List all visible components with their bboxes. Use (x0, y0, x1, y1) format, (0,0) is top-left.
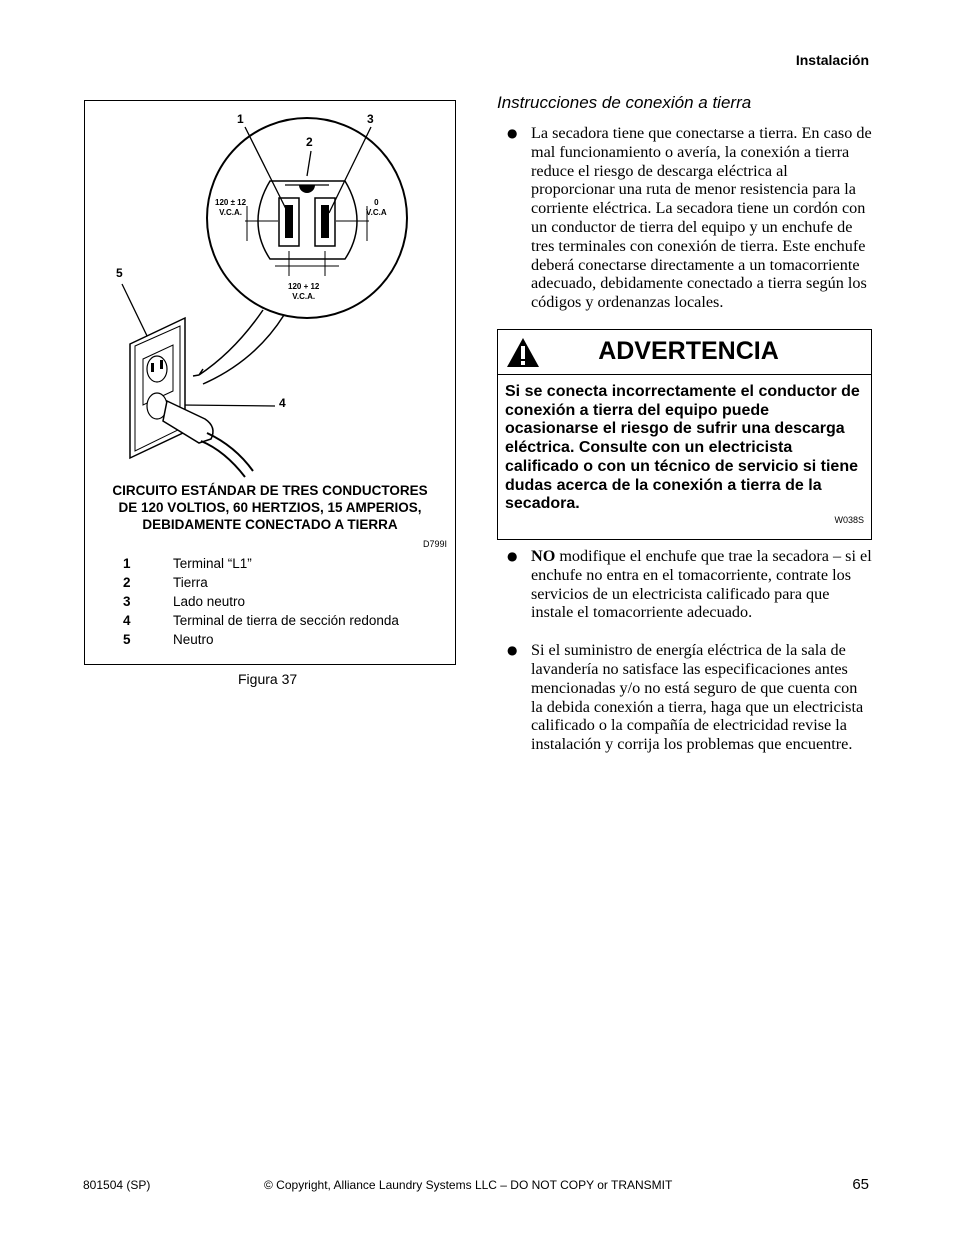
warning-code: W038S (834, 515, 864, 525)
legend-text: Terminal de tierra de sección redonda (173, 613, 399, 628)
legend-number: 1 (123, 556, 131, 571)
callout-1: 1 (237, 112, 244, 126)
additional-bullets (497, 547, 872, 754)
warning-header (498, 330, 871, 375)
legend-text: Neutro (173, 632, 214, 647)
caption-line: DEBIDAMENTE CONECTADO A TIERRA (142, 517, 398, 532)
warning-text: Si se conecta incorrectamente el conductor de conexión a tierra del equipo puede ocasionarse el riesgo de sufrir una descarga eléctrica. Consulte con un electricista calificado o con un técnico de servicio si tiene dudas acerca de la conexión a tierra de la secadora. (505, 383, 860, 513)
bullet-icon: ● (507, 643, 518, 658)
bullet-bold: NO (531, 547, 556, 565)
figure-label: Figura 37 (238, 671, 298, 687)
voltage-left-unit: V.C.A. (219, 208, 242, 217)
legend-number: 3 (123, 594, 131, 609)
warning-title: ADVERTENCIA (598, 337, 779, 365)
grounding-instructions (497, 93, 872, 312)
bullet-item (497, 641, 872, 754)
figure-caption (85, 482, 455, 533)
figure-legend (123, 554, 399, 649)
legend-number: 4 (123, 613, 131, 628)
legend-item (123, 611, 399, 630)
voltage-bottom-value: 120 + 12 (288, 282, 320, 291)
outlet-diagram (85, 101, 457, 481)
voltage-left-value: 120 ± 12 (215, 198, 247, 207)
doc-number: 801504 (SP) (83, 1178, 151, 1192)
legend-item (123, 592, 399, 611)
page-number: 65 (852, 1176, 869, 1193)
figure-box (84, 100, 456, 665)
bullet-icon: ● (507, 549, 518, 563)
voltage-right-unit: V.C.A (366, 208, 387, 217)
voltage-left (215, 198, 246, 218)
voltage-bottom-unit: V.C.A. (292, 292, 316, 301)
bullet-text (531, 547, 872, 622)
section-title: Instalación (795, 52, 869, 68)
subheading: Instrucciones de conexión a tierra (497, 93, 752, 112)
callout-5: 5 (116, 266, 123, 280)
callout-4: 4 (279, 396, 286, 410)
legend-text: Tierra (173, 575, 208, 590)
voltage-right-value: 0 (374, 198, 379, 207)
caption-line: DE 120 VOLTIOS, 60 HERTZIOS, 15 AMPERIOS, (118, 500, 422, 515)
callout-3: 3 (367, 112, 374, 126)
bullet-rest: modifique el enchufe que trae la secadora – si el enchufe no entra en el tomacorriente, contrate los servicios de un electricista calificado para que instale el tomacorriente adecuado. (531, 547, 872, 622)
legend-number: 2 (123, 575, 131, 590)
legend-item (123, 573, 399, 592)
bullet-text: La secadora tiene que conectarse a tierra. En caso de mal funcionamiento o avería, la conexión a tierra reduce el riesgo de descarga eléctrica al proporcionar una ruta de menor resistencia para la corriente eléctrica. La secadora tiene un cordón con un conductor de tierra del equipo y un enchufe de tres terminales con conexión de tierra. Este enchufe deberá conectarse directamente a un tomacorriente adecuado, debidamente conectado a tierra según los códigos y ordenanzas locales. (531, 124, 872, 312)
legend-text: Lado neutro (173, 594, 246, 609)
voltage-bottom (288, 282, 319, 302)
legend-item (123, 630, 399, 649)
legend-item (123, 554, 399, 573)
bullet-text: Si el suministro de energía eléctrica de la sala de lavandería no satisface las especificaciones antes mencionadas y/o no está seguro de que cuenta con la debida conexión a tierra, haga que un electricista calificado o la compañía de electricidad revise la instalación y corrija los problemas que encuentre. (531, 641, 864, 754)
legend-number: 5 (123, 632, 131, 647)
legend-text: Terminal “L1” (173, 556, 252, 571)
drawing-code: D799I (422, 539, 447, 549)
warning-box (497, 329, 872, 540)
bullet-item (497, 124, 872, 312)
bullet-item (497, 547, 872, 622)
copyright-notice: © Copyright, Alliance Laundry Systems LLC – DO NOT COPY or TRANSMIT (264, 1178, 673, 1192)
bullet-icon: ● (507, 126, 518, 140)
callout-2: 2 (306, 135, 313, 149)
voltage-right (366, 198, 387, 218)
caption-line: CIRCUITO ESTÁNDAR DE TRES CONDUCTORES (112, 483, 428, 498)
